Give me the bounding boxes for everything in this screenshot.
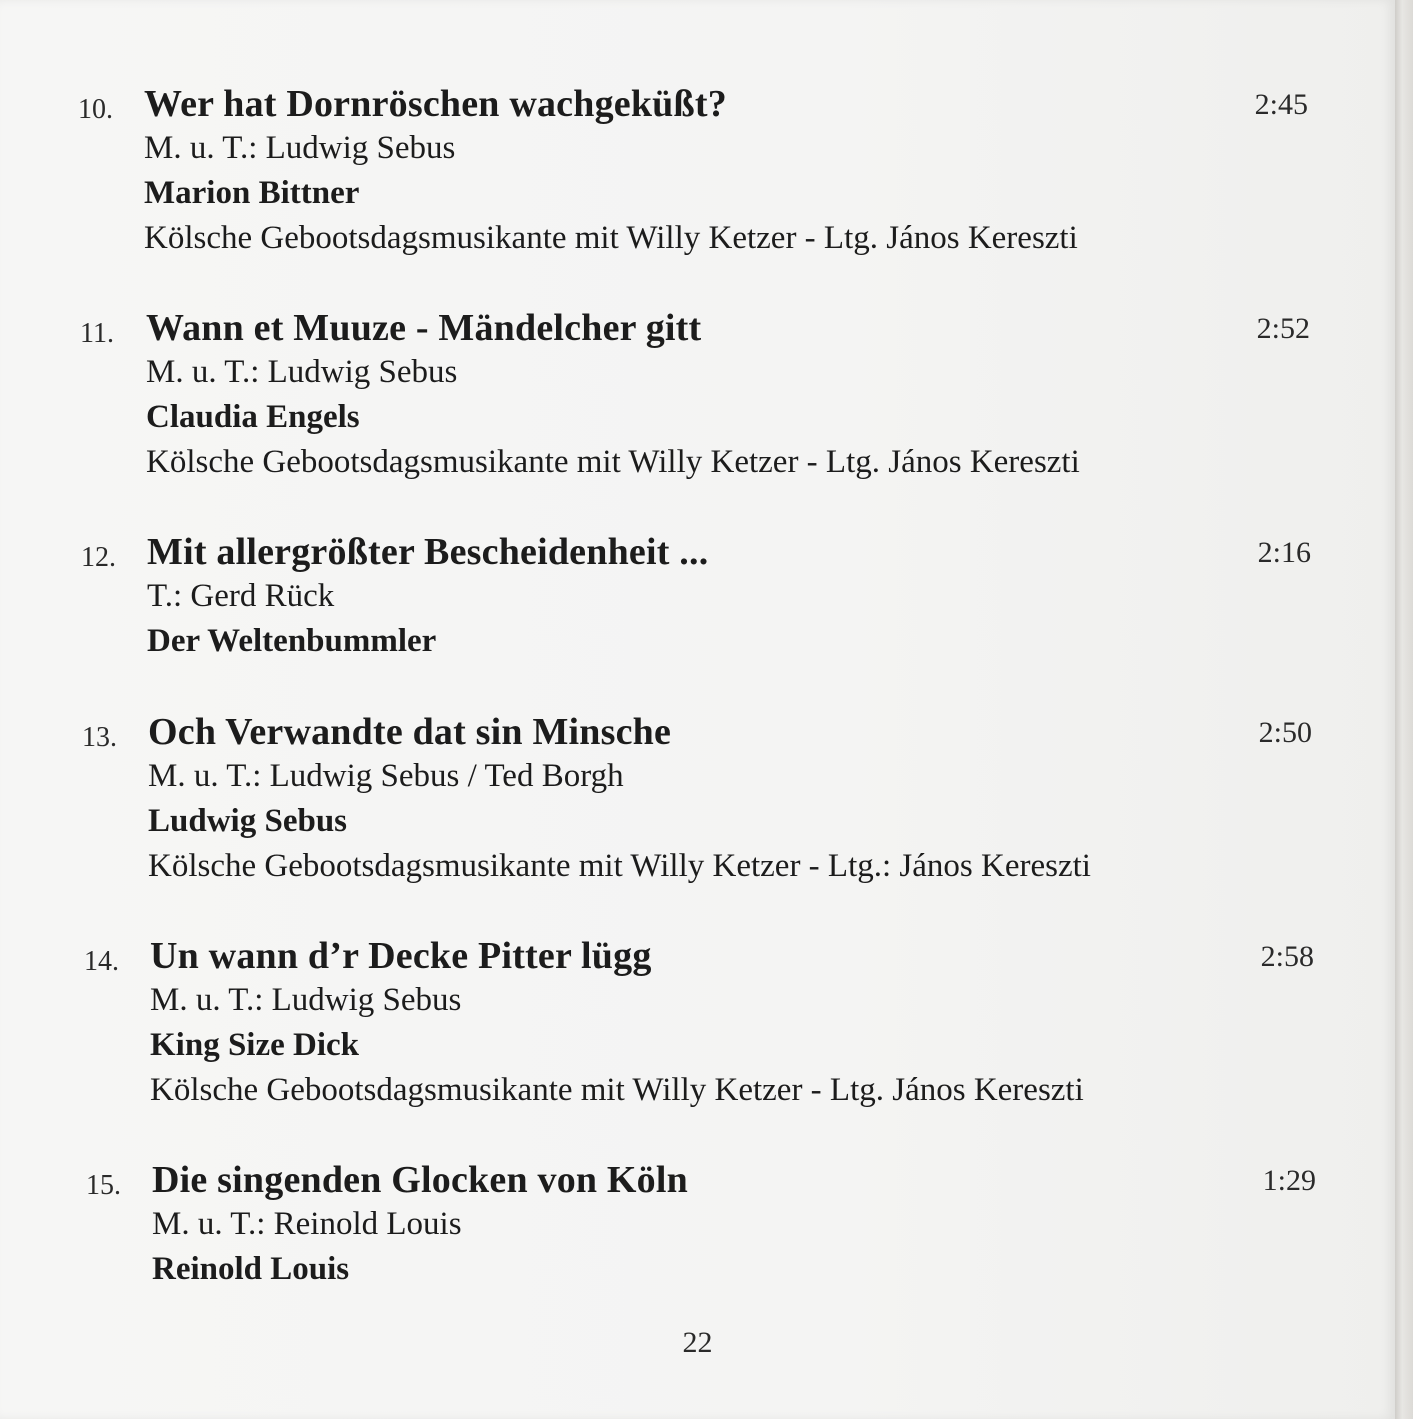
track-credits: M. u. T.: Ludwig Sebus [150, 982, 462, 1018]
track-number: 13. [82, 722, 117, 753]
track-title: Mit allergrößter Bescheidenheit ... [147, 531, 709, 573]
track-credits: M. u. T.: Ludwig Sebus [144, 130, 456, 166]
track-duration: 2:45 [1254, 88, 1308, 121]
track-duration: 2:58 [1260, 940, 1314, 973]
track-credits: T.: Gerd Rück [147, 578, 335, 614]
track-title: Och Verwandte dat sin Minsche [148, 711, 672, 753]
track-number: 15. [86, 1170, 121, 1201]
track-credits: M. u. T.: Ludwig Sebus / Ted Borgh [148, 758, 624, 794]
track-credits: M. u. T.: Reinold Louis [152, 1206, 462, 1242]
track-title: Un wann d’r Decke Pitter lügg [150, 935, 652, 977]
track-duration: 1:29 [1262, 1164, 1316, 1197]
track-entry-14 [84, 934, 1314, 1134]
track-entry-13 [82, 710, 1312, 910]
track-duration: 2:16 [1257, 536, 1311, 569]
track-performer: Reinold Louis [152, 1251, 350, 1287]
track-duration: 2:50 [1258, 716, 1312, 749]
track-accompaniment: Kölsche Gebootsdagsmusikante mit Willy Ketzer - Ltg. János Kereszti [150, 1072, 1084, 1108]
track-accompaniment: Kölsche Gebootsdagsmusikante mit Willy Ketzer - Ltg. János Kereszti [146, 444, 1080, 480]
track-entry-11 [80, 306, 1310, 506]
track-performer: Marion Bittner [144, 175, 360, 211]
track-entry-12 [81, 530, 1311, 730]
track-performer: Claudia Engels [146, 399, 360, 435]
track-entry-10 [78, 82, 1308, 282]
track-performer: Ludwig Sebus [148, 803, 348, 839]
track-performer: Der Weltenbummler [147, 623, 437, 659]
track-title: Wer hat Dornröschen wachgeküßt? [144, 83, 727, 125]
track-number: 14. [84, 946, 119, 977]
page-number: 22 [682, 1326, 713, 1359]
track-number: 12. [81, 542, 116, 573]
track-duration: 2:52 [1256, 312, 1310, 345]
track-accompaniment: Kölsche Gebootsdagsmusikante mit Willy Ketzer - Ltg.: János Kereszti [148, 848, 1091, 884]
track-title: Wann et Muuze - Mändelcher gitt [146, 307, 702, 349]
track-credits: M. u. T.: Ludwig Sebus [146, 354, 458, 390]
track-number: 11. [80, 318, 114, 349]
page-edge [1395, 0, 1413, 1419]
track-title: Die singenden Glocken von Köln [152, 1159, 688, 1201]
track-performer: King Size Dick [150, 1027, 360, 1063]
track-accompaniment: Kölsche Gebootsdagsmusikante mit Willy Ketzer - Ltg. János Kereszti [144, 220, 1078, 256]
track-number: 10. [78, 94, 113, 125]
